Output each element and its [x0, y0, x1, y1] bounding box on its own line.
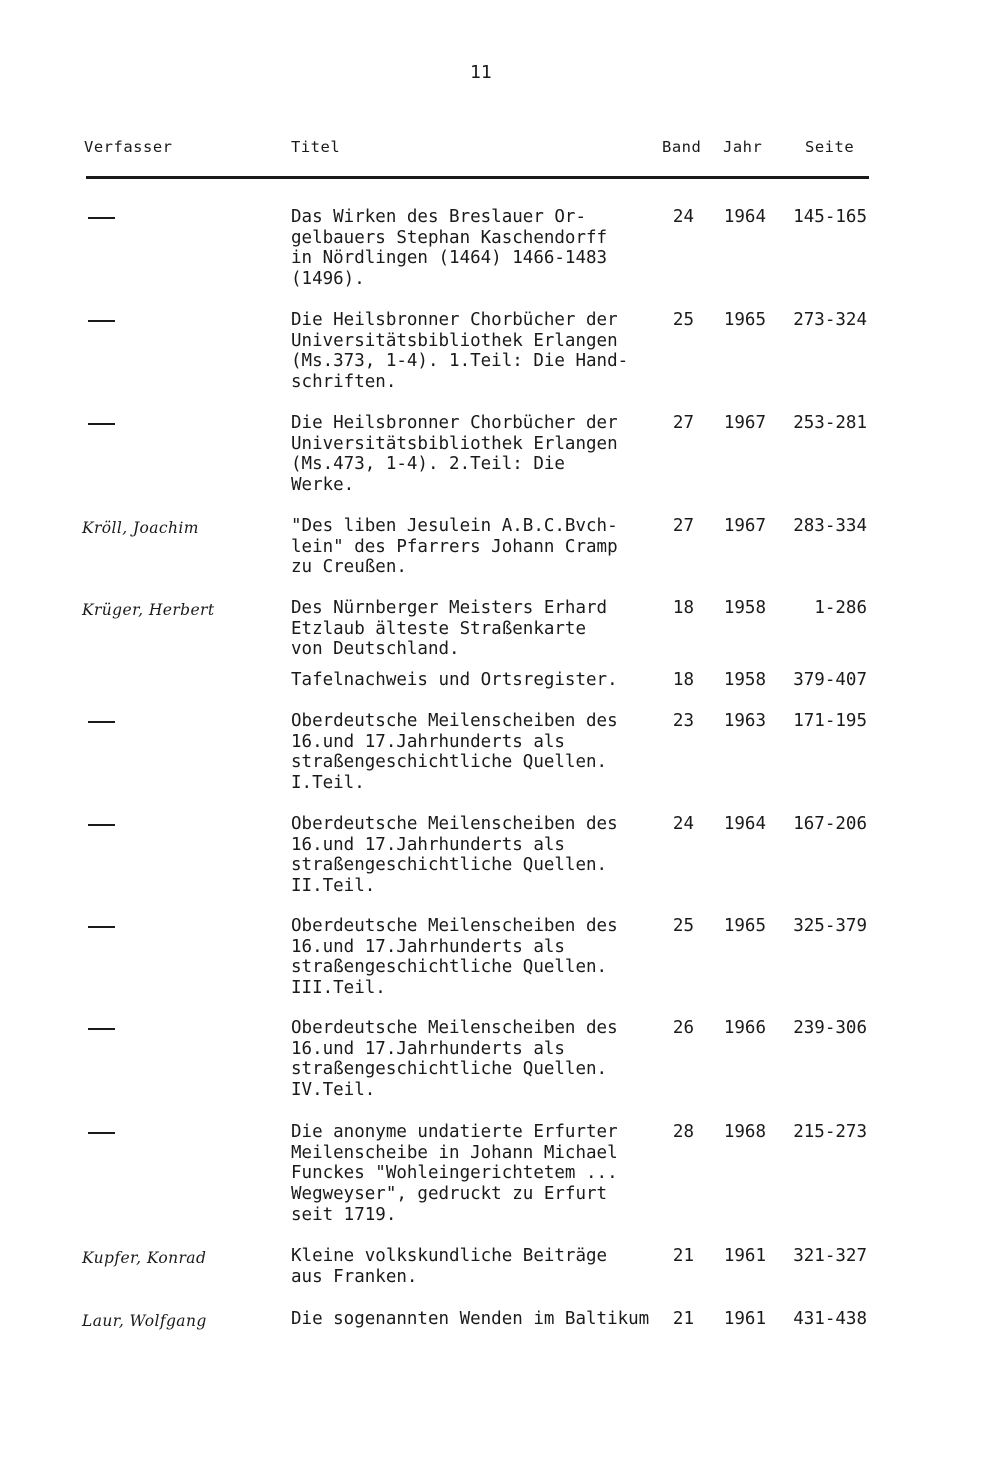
entry-seite: 171-195: [793, 711, 867, 731]
entry-seite: 239-306: [793, 1018, 867, 1038]
entry-seite: 325-379: [793, 916, 867, 936]
entry-jahr: 1958: [723, 670, 766, 690]
ditto-dash: [88, 1132, 115, 1134]
ditto-dash: [88, 423, 115, 425]
entry-seite: 321-327: [793, 1246, 867, 1266]
header-author: Verfasser: [84, 138, 173, 156]
ditto-dash: [88, 217, 115, 219]
entry-title: Oberdeutsche Meilenscheiben des 16.und 17.Jahrhunderts als straßengeschichtliche Quellen. IV.Teil.: [291, 1018, 618, 1101]
entry-seite: 215-273: [793, 1122, 867, 1142]
entry-band: 21: [672, 1309, 694, 1329]
entry-band: 28: [672, 1122, 694, 1142]
entry-title: Die Heilsbronner Chorbücher der Universitätsbibliothek Erlangen (Ms.373, 1-4). 1.Teil: Die Hand- schriften.: [291, 310, 629, 393]
entry-title: "Des liben Jesulein A.B.C.Bvch- lein" des Pfarrers Johann Cramp zu Creußen.: [291, 516, 618, 578]
entry-jahr: 1968: [723, 1122, 766, 1142]
entry-seite: 431-438: [793, 1309, 867, 1329]
entry-title: Des Nürnberger Meisters Erhard Etzlaub älteste Straßenkarte von Deutschland.: [291, 598, 608, 660]
entry-title: Die Heilsbronner Chorbücher der Universitätsbibliothek Erlangen (Ms.473, 1-4). 2.Teil: Die Werke.: [291, 413, 618, 496]
entry-title: Oberdeutsche Meilenscheiben des 16.und 17.Jahrhunderts als straßengeschichtliche Quellen. III.Teil.: [291, 916, 618, 999]
entry-seite: 283-334: [793, 516, 867, 536]
entry-jahr: 1967: [723, 516, 766, 536]
entry-band: 27: [672, 516, 694, 536]
entry-title: Tafelnachweis und Ortsregister.: [291, 670, 618, 690]
entry-band: 23: [672, 711, 694, 731]
ditto-dash: [88, 926, 115, 928]
entry-band: 25: [672, 310, 694, 330]
entry-jahr: 1961: [723, 1309, 766, 1329]
header-band: Band: [662, 138, 702, 156]
entry-seite: 253-281: [793, 413, 867, 433]
entry-jahr: 1965: [723, 916, 766, 936]
ditto-dash: [88, 824, 115, 826]
entry-band: 27: [672, 413, 694, 433]
entry-band: 18: [672, 670, 694, 690]
entry-jahr: 1963: [723, 711, 766, 731]
entry-band: 24: [672, 207, 694, 227]
entry-jahr: 1958: [723, 598, 766, 618]
entry-seite: 1-286: [814, 598, 867, 618]
ditto-dash: [88, 721, 115, 723]
entry-author: Kröll, Joachim: [82, 519, 199, 537]
entry-title: Oberdeutsche Meilenscheiben des 16.und 17.Jahrhunderts als straßengeschichtliche Quellen. II.Teil.: [291, 814, 618, 897]
header-title: Titel: [291, 138, 341, 156]
entry-author: Krüger, Herbert: [82, 601, 215, 619]
entry-band: 24: [672, 814, 694, 834]
header-seite: Seite: [805, 138, 855, 156]
entry-jahr: 1964: [723, 207, 766, 227]
entry-band: 26: [672, 1018, 694, 1038]
page-number: 11: [470, 62, 492, 83]
entry-band: 18: [672, 598, 694, 618]
header-rule: [86, 176, 869, 179]
entry-title: Die anonyme undatierte Erfurter Meilenscheibe in Johann Michael Funckes "Wohleingerichtetem ... Wegweyser", gedruckt zu Erfurt seit 1719.: [291, 1122, 618, 1225]
entry-seite: 167-206: [793, 814, 867, 834]
entry-title: Das Wirken des Breslauer Or- gelbauers Stephan Kaschendorff in Nördlingen (1464) 1466-1483 (1496).: [291, 207, 608, 290]
ditto-dash: [88, 1028, 115, 1030]
ditto-dash: [88, 320, 115, 322]
entry-title: Oberdeutsche Meilenscheiben des 16.und 17.Jahrhunderts als straßengeschichtliche Quellen. I.Teil.: [291, 711, 618, 794]
entry-jahr: 1967: [723, 413, 766, 433]
entry-jahr: 1965: [723, 310, 766, 330]
entry-band: 25: [672, 916, 694, 936]
entry-seite: 379-407: [793, 670, 867, 690]
entry-jahr: 1964: [723, 814, 766, 834]
entry-title: Die sogenannten Wenden im Baltikum: [291, 1309, 650, 1329]
entry-author: Kupfer, Konrad: [82, 1249, 207, 1267]
entry-jahr: 1961: [723, 1246, 766, 1266]
entry-seite: 273-324: [793, 310, 867, 330]
entry-author: Laur, Wolfgang: [82, 1312, 207, 1330]
header-jahr: Jahr: [723, 138, 763, 156]
entry-title: Kleine volkskundliche Beiträge aus Franken.: [291, 1246, 608, 1287]
entry-jahr: 1966: [723, 1018, 766, 1038]
entry-band: 21: [672, 1246, 694, 1266]
entry-seite: 145-165: [793, 207, 867, 227]
